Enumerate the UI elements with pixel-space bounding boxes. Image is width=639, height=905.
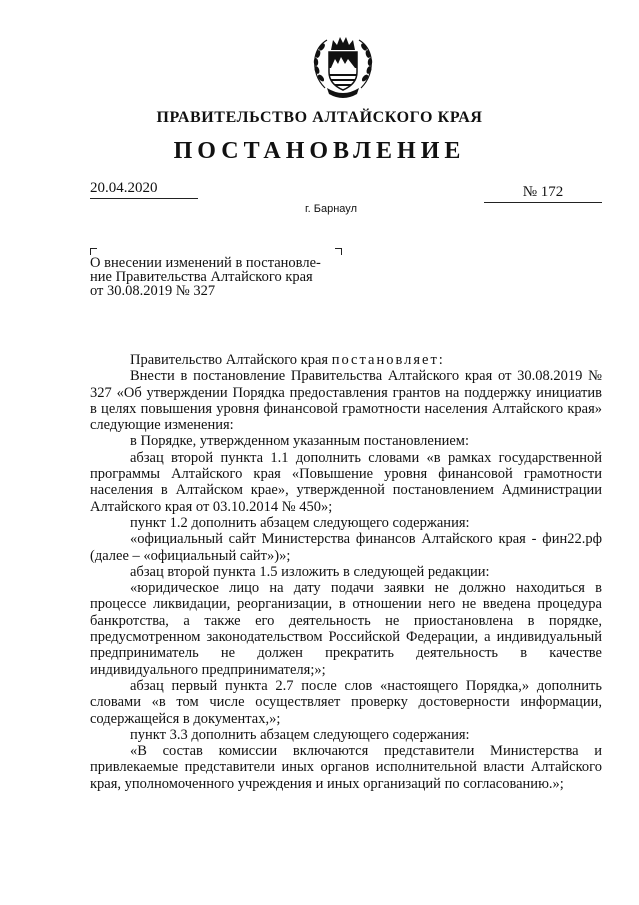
body-paragraph: Внести в постановление Правительства Алтайского края от 30.08.2019 № 327 «Об утверждении Порядка предоставления грантов на поддержку инициатив в целях повышения уровня финансовой грамотности населения Алтайского края» следующие изменения:: [90, 368, 602, 434]
document-city: г. Барнаул: [305, 203, 357, 215]
document-type-title: ПОСТАНОВЛЕНИЕ: [173, 138, 466, 164]
body-paragraph: абзац второй пункта 1.5 изложить в следующей редакции:: [130, 563, 490, 580]
subject-line: О внесении изменений в постановле-: [90, 255, 321, 271]
intro-paragraph: [90, 352, 602, 368]
document-subject: [90, 256, 345, 298]
subject-line: от 30.08.2019 № 327: [90, 283, 216, 299]
body-paragraph: пункт 3.3 дополнить абзацем следующего содержания:: [130, 726, 470, 743]
body-paragraph: пункт 1.2 дополнить абзацем следующего содержания:: [130, 514, 470, 531]
body-paragraph: абзац первый пункта 2.7 после слов «настоящего Порядка,» дополнить словами «в том числе осуществляет проверку достоверности информации, содержащейся в документах,»;: [90, 677, 602, 727]
body-paragraph: абзац второй пункта 1.1 дополнить словами «в рамках государственной программы Алтайского края «Повышение уровня финансовой грамотности населения в Алтайском крае», утвержденной постановлением Администрации Алтайского края от 03.10.2014 № 450»;: [90, 449, 602, 515]
document-body: [90, 352, 602, 792]
body-paragraph: в Порядке, утвержденном указанным постановлением:: [130, 433, 470, 450]
subject-line: ние Правительства Алтайского края: [90, 269, 313, 285]
body-paragraph: «В состав комиссии включаются представители Министерства и привлекаемые представители иных органов исполнительной власти Алтайского края, уполномоченного учреждения и иных организаций по согласованию.»;: [90, 743, 602, 792]
body-paragraph: «официальный сайт Министерства финансов Алтайского края - фин22.рф (далее – «официальный сайт»)»;: [90, 531, 602, 564]
government-name: ПРАВИТЕЛЬСТВО АЛТАЙСКОГО КРАЯ: [156, 109, 483, 126]
body-paragraph: «юридическое лицо на дату подачи заявки не должно находиться в процессе ликвидации, реорганизации, в отношении него не введена процедура банкротства, а также его деятельность не приостановлена в порядке, предусмотренном законодательством Российской Федерации, а индивидуальный предприниматель не должен прекратить деятельность в качестве индивидуального предпринимателя;»;: [90, 580, 602, 678]
subject-bracket-left: [90, 248, 97, 255]
document-number: № 172: [484, 184, 602, 203]
intro-verb: постановляет:: [331, 352, 445, 368]
subject-bracket-right: [335, 248, 342, 255]
altai-krai-coat-of-arms-icon: [303, 26, 383, 106]
document-date: 20.04.2020: [90, 180, 198, 199]
intro-lead: Правительство Алтайского края: [130, 352, 332, 368]
